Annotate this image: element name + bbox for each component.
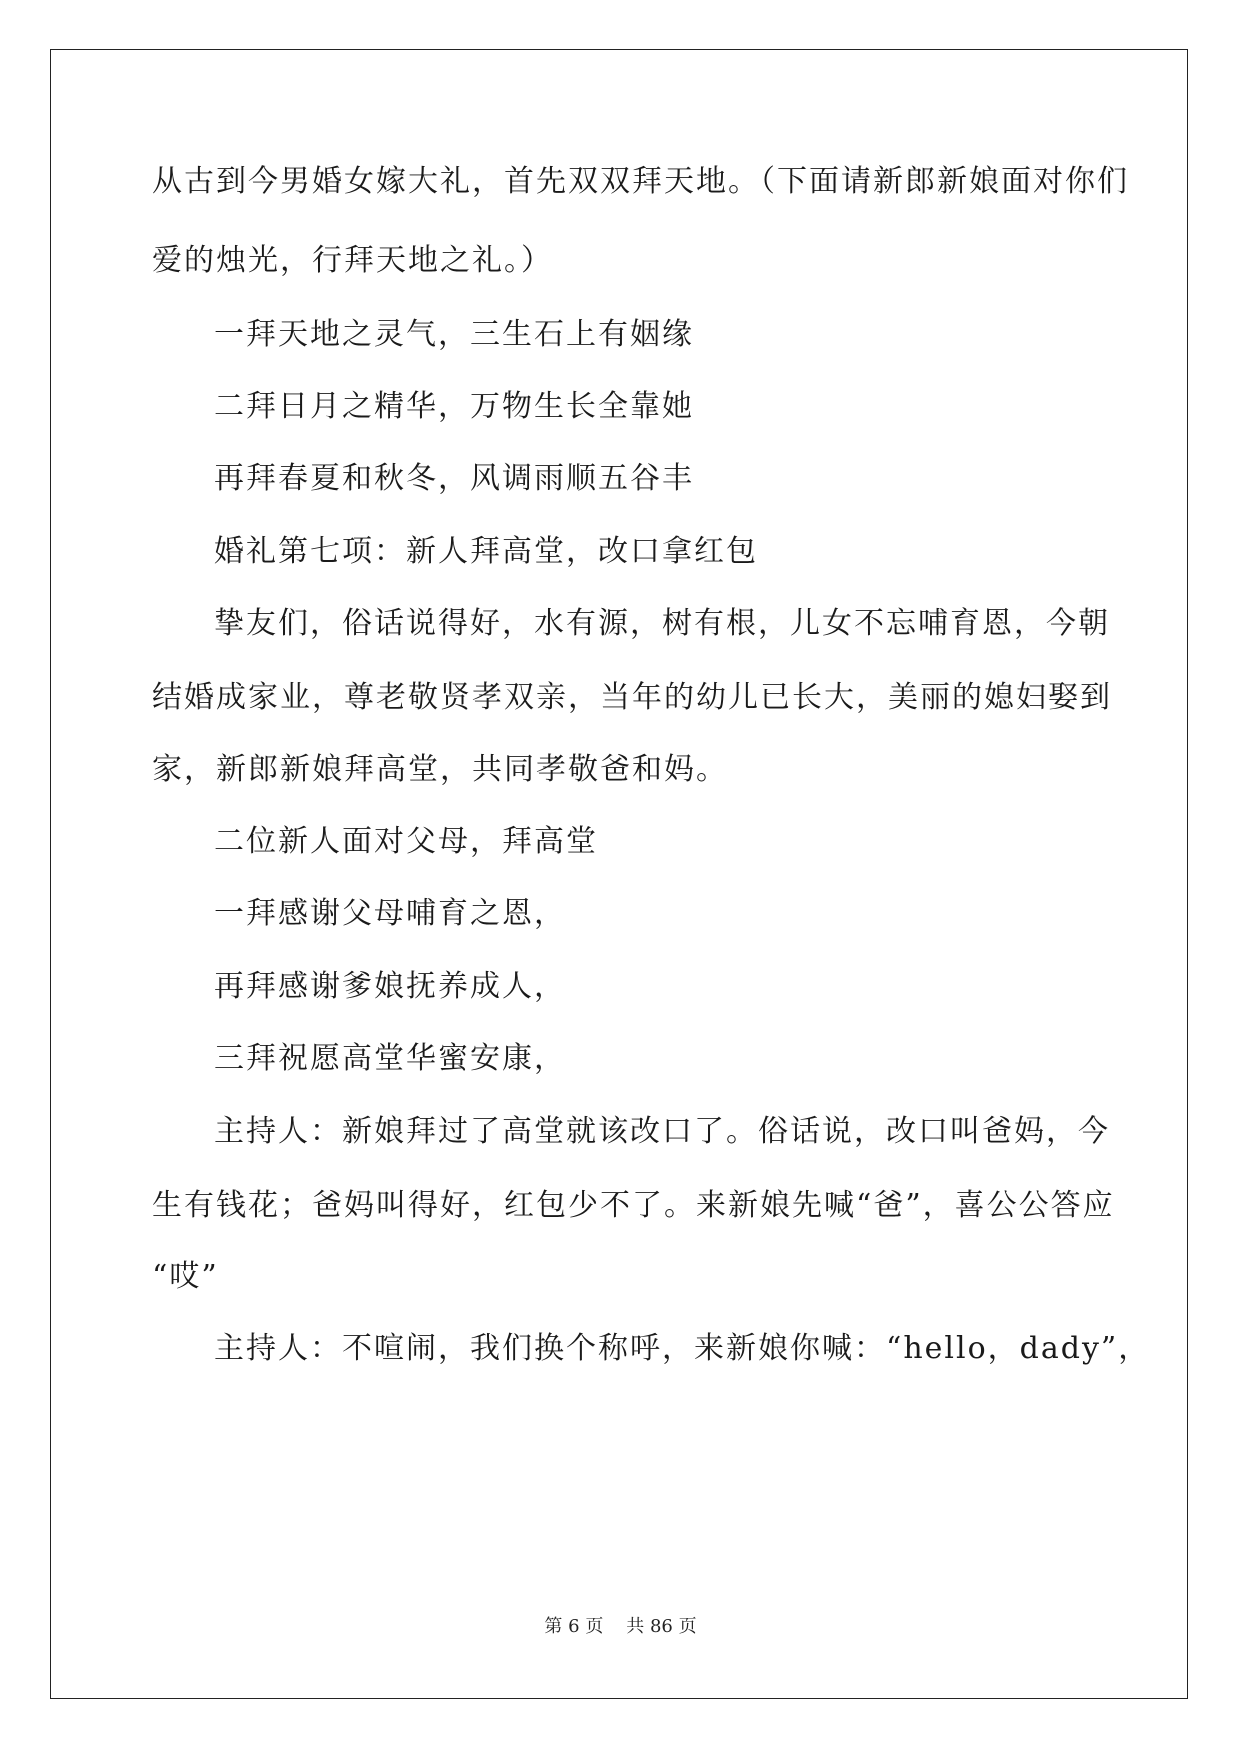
paragraph-line: 婚礼第七项：新人拜高堂，改口拿红包	[214, 534, 758, 569]
paragraph-line: 二拜日月之精华，万物生长全靠她	[214, 389, 694, 424]
paragraph-line: 再拜春夏和秋冬，风调雨顺五谷丰	[214, 461, 694, 496]
paragraph-line: 从古到今男婚女嫁大礼，首先双双拜天地。（下面请新郎新娘面对你们	[152, 164, 1129, 199]
page-number: 第 6 页	[544, 1616, 604, 1637]
page-footer	[0, 1612, 1241, 1638]
paragraph-line: 主持人：不喧闹，我们换个称呼，来新娘你喊：“hello，dady”，	[214, 1331, 1151, 1366]
paragraph-line: 一拜感谢父母哺育之恩，	[214, 896, 566, 931]
page-total: 共 86 页	[626, 1616, 697, 1637]
paragraph-line: 三拜祝愿高堂华蜜安康，	[214, 1041, 566, 1076]
paragraph-line: 再拜感谢爹娘抚养成人，	[214, 969, 566, 1004]
page-border	[50, 49, 1188, 1699]
paragraph-line: 挚友们，俗话说得好，水有源，树有根，儿女不忘哺育恩，今朝	[214, 606, 1110, 641]
paragraph-line: 结婚成家业，尊老敬贤孝双亲，当年的幼儿已长大，美丽的媳妇娶到	[152, 680, 1112, 715]
paragraph-line: 主持人：新娘拜过了高堂就该改口了。俗话说，改口叫爸妈，今	[214, 1114, 1110, 1149]
paragraph-line: 二位新人面对父母，拜高堂	[214, 824, 598, 859]
paragraph-line: 生有钱花；爸妈叫得好，红包少不了。来新娘先喊“爸”，喜公公答应	[152, 1188, 1115, 1223]
paragraph-line: 一拜天地之灵气，三生石上有姻缘	[214, 317, 694, 352]
paragraph-line: 家，新郎新娘拜高堂，共同孝敬爸和妈。	[152, 752, 728, 787]
paragraph-line: 爱的烛光，行拜天地之礼。）	[152, 243, 553, 278]
paragraph-line: “哎”	[152, 1259, 219, 1294]
